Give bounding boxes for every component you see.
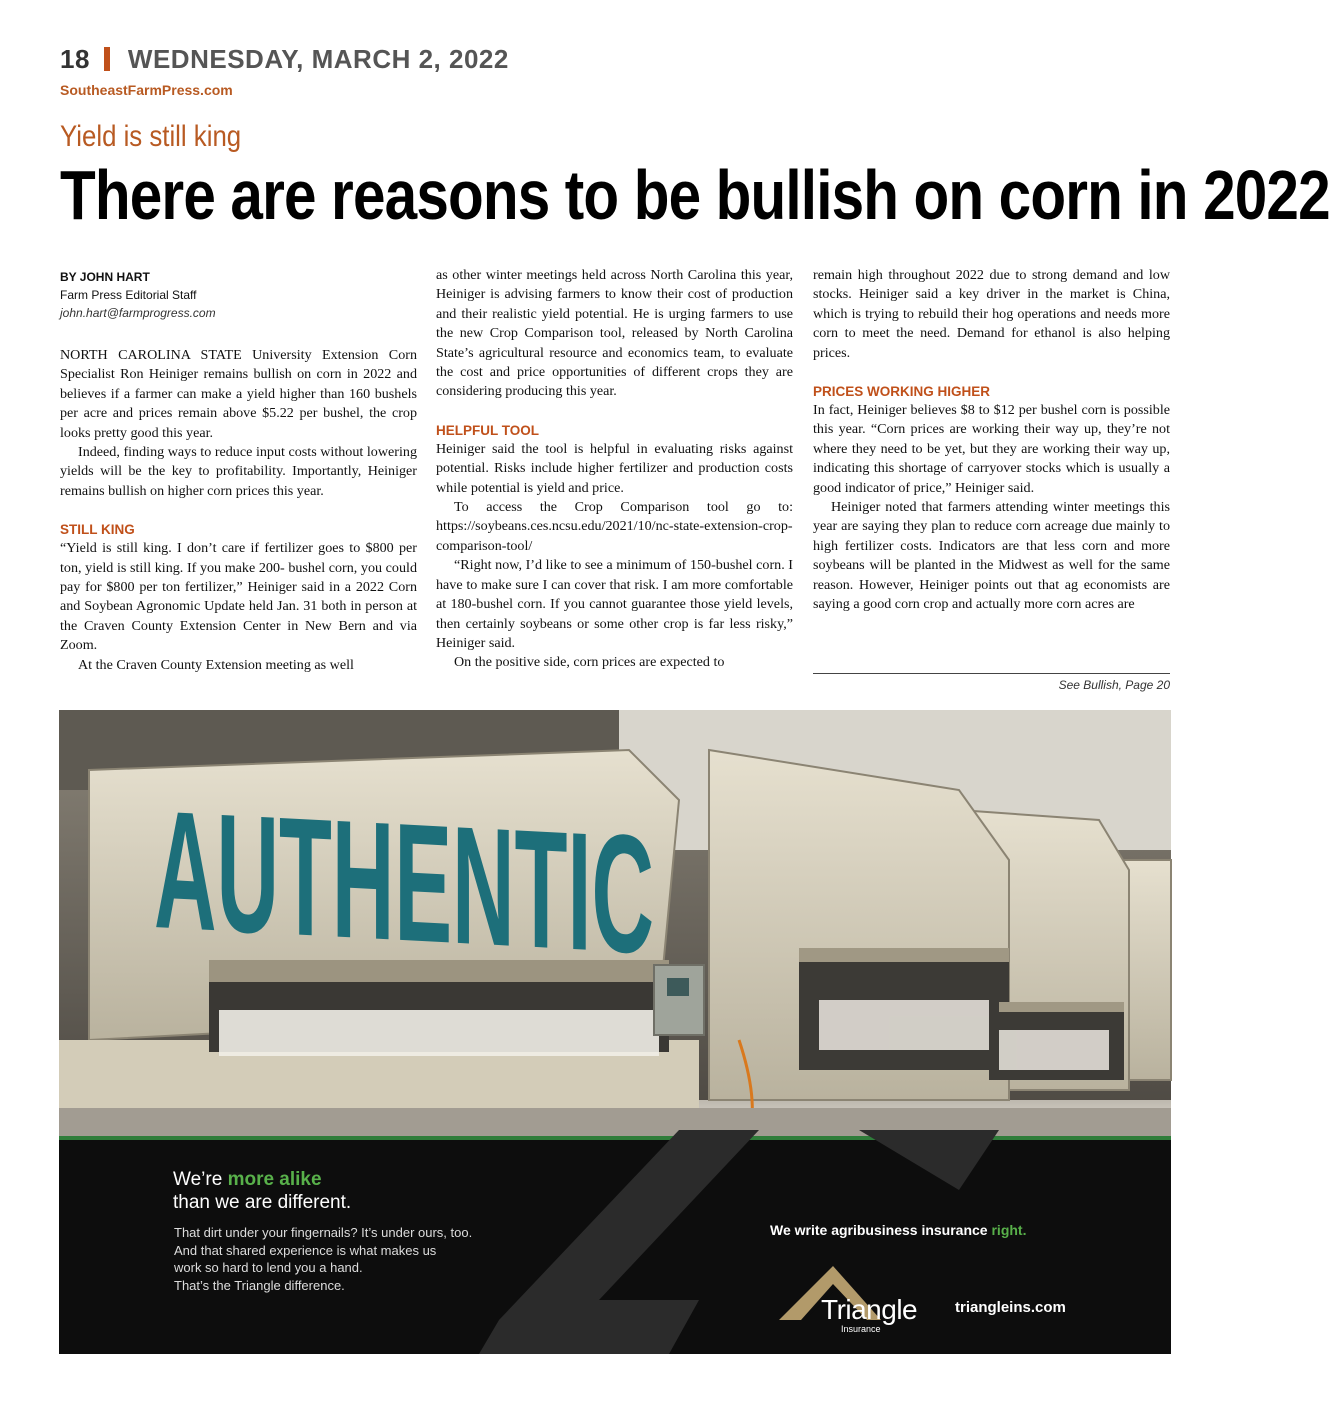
paragraph: Heiniger noted that farmers attending winter meetings this year are saying they plan to reduce corn acreage due mainly to high fertilizer costs. Indicators are that less corn and more soybeans will be planted in the Midwest as well for the same reason. However, Heiniger points out that ag economists are saying a good corn crop and actually more corn acres are <box>813 499 1170 613</box>
ad-headline-line2: than we are different. <box>173 1192 352 1213</box>
ad-tagline <box>770 1222 1026 1238</box>
paragraph: NORTH CAROLINA STATE University Extension Corn Specialist Ron Heiniger remains bullish on corn in 2022 and believes if a farmer can make a yield higher than 160 bushels per acre and prices remain above $5.22 per bushel, the crop looks pretty good this year. <box>60 347 417 441</box>
byline <box>60 268 216 322</box>
page-number: 18 <box>60 44 90 74</box>
ad-headline-text: We’re <box>173 1169 228 1190</box>
author-role: Farm Press Editorial Staff <box>60 288 197 302</box>
logo-subtext: Insurance <box>841 1324 881 1334</box>
paragraph: “Yield is still king. I don’t care if fertilizer goes to $800 per ton, yield is still king. If you make 200- bushel corn, you could pay for $800 per ton fertilizer,” Heiniger said in a 2022 Corn and Soybean Agronomic Update held Jan. 31 both in person at the Craven County Extension Center in New Bern and via Zoom. <box>60 540 417 654</box>
site-url[interactable]: SoutheastFarmPress.com <box>60 82 233 98</box>
ad-body <box>174 1224 534 1294</box>
logo-wordmark: Triangle <box>821 1294 918 1325</box>
page-folio <box>60 44 509 75</box>
machine-lettering: AUTHENTIC <box>154 775 1125 1014</box>
paragraph: On the positive side, corn prices are expected to <box>454 654 725 671</box>
paragraph: as other winter meetings held across North Carolina this year, Heiniger is advising farmers to know their cost of production and their realistic yield potential. He is urging farmers to use the new Crop Comparison tool, released by North Carolina State’s agricultural resource and economics team, to evaluate the cost and price opportunities of different crops they are considering producing this year. <box>436 267 793 400</box>
ad-url[interactable]: triangleins.com <box>955 1299 1066 1316</box>
article-kicker: Yield is still king <box>60 120 242 153</box>
article-column-1 <box>60 346 417 675</box>
article-column-2 <box>436 266 793 673</box>
ad-headline <box>173 1168 351 1214</box>
cotton-gin-photo <box>59 710 1171 1136</box>
author-email[interactable]: john.hart@farmprogress.com <box>60 306 216 320</box>
ad-body-line: That’s the Triangle difference. <box>174 1277 345 1293</box>
ad-body-line: work so hard to lend you a hand. <box>174 1260 363 1275</box>
ad-tagline-text: We write agribusiness insurance <box>770 1222 992 1238</box>
ad-body-line: That dirt under your fingernails? It’s under ours, too. <box>174 1225 473 1240</box>
article-headline: There are reasons to be bullish on corn in 2022 <box>60 156 1330 234</box>
folio-divider <box>104 47 110 71</box>
jump-rule <box>813 673 1170 674</box>
triangle-insurance-ad[interactable] <box>59 1136 1171 1354</box>
subhead-prices-working-higher: PRICES WORKING HIGHER <box>813 384 991 400</box>
paragraph: At the Craven County Extension meeting as well <box>78 656 354 673</box>
ad-headline-green: more alike <box>227 1169 322 1190</box>
jump-line: See Bullish, Page 20 <box>1058 678 1170 692</box>
author-name: BY JOHN HART <box>60 270 150 284</box>
photo-illustration <box>59 710 1171 1136</box>
issue-date: WEDNESDAY, MARCH 2, 2022 <box>127 44 509 74</box>
paragraph: “Right now, I’d like to see a minimum of 150-bushel corn. I have to make sure I can cover that risk. I am more comfortable at 180-bushel corn. If you cannot guarantee those yield levels, then certainly soybeans or some other crop is far less risky,” Heiniger said. <box>436 557 793 651</box>
paragraph: Indeed, finding ways to reduce input costs without lowering yields will be the key to profitability. Importantly, Heiniger remains bullish on higher corn prices this year. <box>60 444 417 499</box>
paragraph: In fact, Heiniger believes $8 to $12 per bushel corn is possible this year. “Corn prices are working their way up, they’re not where they need to be yet, but they are working their way up, indicating this shortage of carryover stocks which is usually a good indicator of price,” Heiniger said. <box>813 402 1170 496</box>
subhead-helpful-tool: HELPFUL TOOL <box>436 422 540 438</box>
ad-tagline-green: right. <box>991 1222 1027 1238</box>
paragraph: remain high throughout 2022 due to strong demand and low stocks. Heiniger said a key driver in the market is China, which is trying to rebuild their hog operations and needs more corn to meet the need. Demand for ethanol is also helping prices. <box>813 267 1170 361</box>
article-column-3 <box>813 266 1170 615</box>
paragraph-tool-link: To access the Crop Comparison tool go to: https://soybeans.ces.ncsu.edu/2021/10/nc-state-extension-crop-comparison-tool/ <box>436 499 793 554</box>
paragraph: Heiniger said the tool is helpful in evaluating risks against potential. Risks include higher fertilizer and production costs while potential is yield and price. <box>436 440 793 496</box>
ad-body-line: And that shared experience is what makes us <box>174 1242 437 1258</box>
subhead-still-king: STILL KING <box>60 522 135 538</box>
